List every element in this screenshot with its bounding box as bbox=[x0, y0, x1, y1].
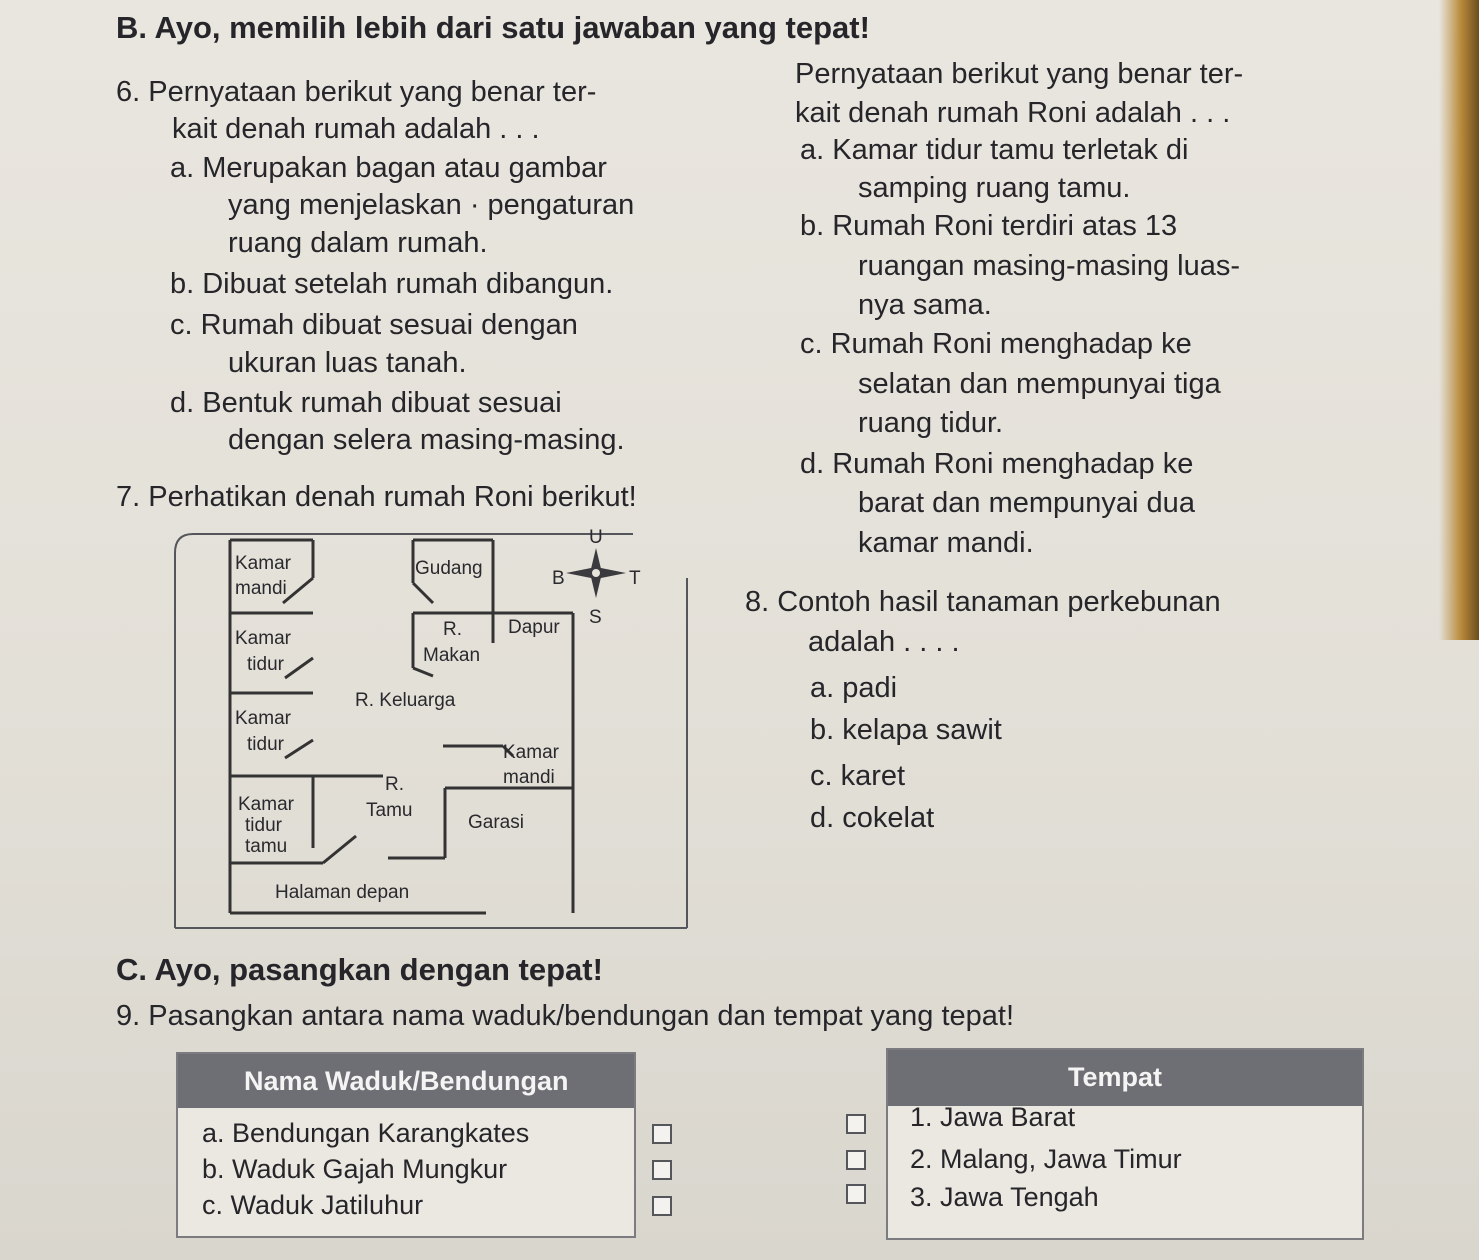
compass-east-label: T bbox=[629, 568, 641, 589]
q7-option-d-cont: kamar mandi. bbox=[858, 527, 1034, 559]
q7-option-b-cont: ruangan masing-masing luas- bbox=[858, 250, 1241, 282]
label-kamar-tidur: Kamar bbox=[235, 628, 291, 649]
label-kamar-mandi-2: Kamar bbox=[503, 742, 559, 763]
label-ruang-keluarga: R. Keluarga bbox=[355, 690, 456, 711]
q6-option-b[interactable]: b. Dibuat setelah rumah dibangun. bbox=[170, 268, 614, 300]
q7-option-c-cont: selatan dan mempunyai tiga bbox=[858, 368, 1221, 400]
q7-option-d-cont: barat dan mempunyai dua bbox=[858, 487, 1195, 519]
floor-plan-drawing bbox=[173, 518, 689, 930]
q6-option-a-cont: ruang dalam rumah. bbox=[228, 227, 488, 259]
q7-option-c[interactable]: c. Rumah Roni menghadap ke bbox=[800, 328, 1192, 360]
answer-checkbox-a[interactable] bbox=[652, 1124, 672, 1144]
waduk-table bbox=[176, 1052, 636, 1238]
tempat-table-header bbox=[888, 1050, 1362, 1106]
q7-option-d[interactable]: d. Rumah Roni menghadap ke bbox=[800, 448, 1194, 480]
q7-option-a[interactable]: a. Kamar tidur tamu terletak di bbox=[800, 134, 1189, 166]
answer-checkbox-2[interactable] bbox=[846, 1150, 866, 1170]
q8-stem: 8. Contoh hasil tanaman perkebunan bbox=[745, 586, 1221, 618]
label-kamar-mandi: mandi bbox=[235, 578, 287, 599]
q8-option-c[interactable]: c. karet bbox=[810, 760, 906, 792]
compass-icon bbox=[566, 548, 626, 598]
tempat-item: 2. Malang, Jawa Timur bbox=[910, 1144, 1182, 1174]
label-kamar-mandi: Kamar bbox=[235, 553, 291, 574]
label-kamar-mandi-2: mandi bbox=[503, 767, 555, 788]
q8-option-b[interactable]: b. kelapa sawit bbox=[810, 714, 1002, 746]
q6-option-a[interactable]: a. Merupakan bagan atau gambar bbox=[170, 152, 607, 184]
section-b-title: B. Ayo, memilih lebih dari satu jawaban yang tepat! bbox=[116, 10, 870, 45]
waduk-header-label: Nama Waduk/Bendungan bbox=[244, 1066, 569, 1096]
page-edge-shadow bbox=[1439, 0, 1479, 640]
q8-option-d[interactable]: d. cokelat bbox=[810, 802, 935, 834]
answer-checkbox-c[interactable] bbox=[652, 1196, 672, 1216]
tempat-table bbox=[886, 1048, 1364, 1240]
q8-stem-cont: adalah . . . . bbox=[808, 626, 960, 658]
compass-west-label: B bbox=[552, 568, 565, 589]
q6-option-c[interactable]: c. Rumah dibuat sesuai dengan bbox=[170, 309, 578, 341]
tempat-item: 1. Jawa Barat bbox=[910, 1102, 1076, 1132]
q7-option-a-cont: samping ruang tamu. bbox=[858, 172, 1131, 204]
waduk-table-header bbox=[178, 1054, 634, 1108]
label-ruang-makan: R. bbox=[443, 619, 462, 640]
q8-option-a[interactable]: a. padi bbox=[810, 672, 898, 704]
label-ruang-tamu: R. bbox=[385, 774, 404, 795]
compass-south-label: S bbox=[589, 607, 602, 628]
q6-option-a-cont: yang menjelaskan · pengaturan bbox=[228, 189, 635, 221]
q6-option-d-cont: dengan selera masing-masing. bbox=[228, 424, 625, 456]
q7-option-b-cont: nya sama. bbox=[858, 289, 992, 321]
label-kamar-tidur-2: Kamar bbox=[235, 708, 291, 729]
answer-checkbox-b[interactable] bbox=[652, 1160, 672, 1180]
q6-stem-cont: kait denah rumah adalah . . . bbox=[172, 113, 540, 145]
label-kamar-tidur-tamu: tidur bbox=[245, 815, 282, 836]
label-kamar-tidur-tamu: Kamar bbox=[238, 794, 294, 815]
label-ruang-tamu: Tamu bbox=[366, 800, 413, 821]
label-halaman-depan: Halaman depan bbox=[275, 882, 410, 903]
answer-checkbox-1[interactable] bbox=[846, 1114, 866, 1134]
q6-stem: 6. Pernyataan berikut yang benar ter- bbox=[116, 76, 597, 108]
label-garasi: Garasi bbox=[468, 812, 524, 833]
q6-option-c-cont: ukuran luas tanah. bbox=[228, 347, 467, 379]
q7-prompt-cont: kait denah rumah Roni adalah . . . bbox=[795, 97, 1231, 129]
waduk-item: c. Waduk Jatiluhur bbox=[202, 1190, 424, 1220]
q7-prompt: Pernyataan berikut yang benar ter- bbox=[795, 58, 1244, 90]
q6-option-d[interactable]: d. Bentuk rumah dibuat sesuai bbox=[170, 387, 562, 419]
label-ruang-makan: Makan bbox=[423, 645, 481, 666]
tempat-item: 3. Jawa Tengah bbox=[910, 1182, 1099, 1212]
q7-stem: 7. Perhatikan denah rumah Roni berikut! bbox=[116, 481, 637, 513]
label-dapur: Dapur bbox=[508, 617, 560, 638]
house-floor-plan bbox=[173, 518, 689, 930]
tempat-header-label: Tempat bbox=[1068, 1062, 1163, 1092]
section-c-title: C. Ayo, pasangkan dengan tepat! bbox=[116, 952, 603, 987]
waduk-item: a. Bendungan Karangkates bbox=[202, 1118, 530, 1148]
q7-option-b[interactable]: b. Rumah Roni terdiri atas 13 bbox=[800, 210, 1178, 242]
answer-checkbox-3[interactable] bbox=[846, 1184, 866, 1204]
q9-stem: 9. Pasangkan antara nama waduk/bendungan dan tempat yang tepat! bbox=[116, 1000, 1015, 1032]
waduk-item: b. Waduk Gajah Mungkur bbox=[202, 1154, 508, 1184]
q7-option-c-cont: ruang tidur. bbox=[858, 407, 1004, 439]
compass-north-label: U bbox=[589, 527, 603, 548]
label-kamar-tidur-2: tidur bbox=[247, 734, 284, 755]
label-gudang: Gudang bbox=[415, 558, 483, 579]
label-kamar-tidur-tamu: tamu bbox=[245, 836, 288, 857]
label-kamar-tidur: tidur bbox=[247, 654, 284, 675]
